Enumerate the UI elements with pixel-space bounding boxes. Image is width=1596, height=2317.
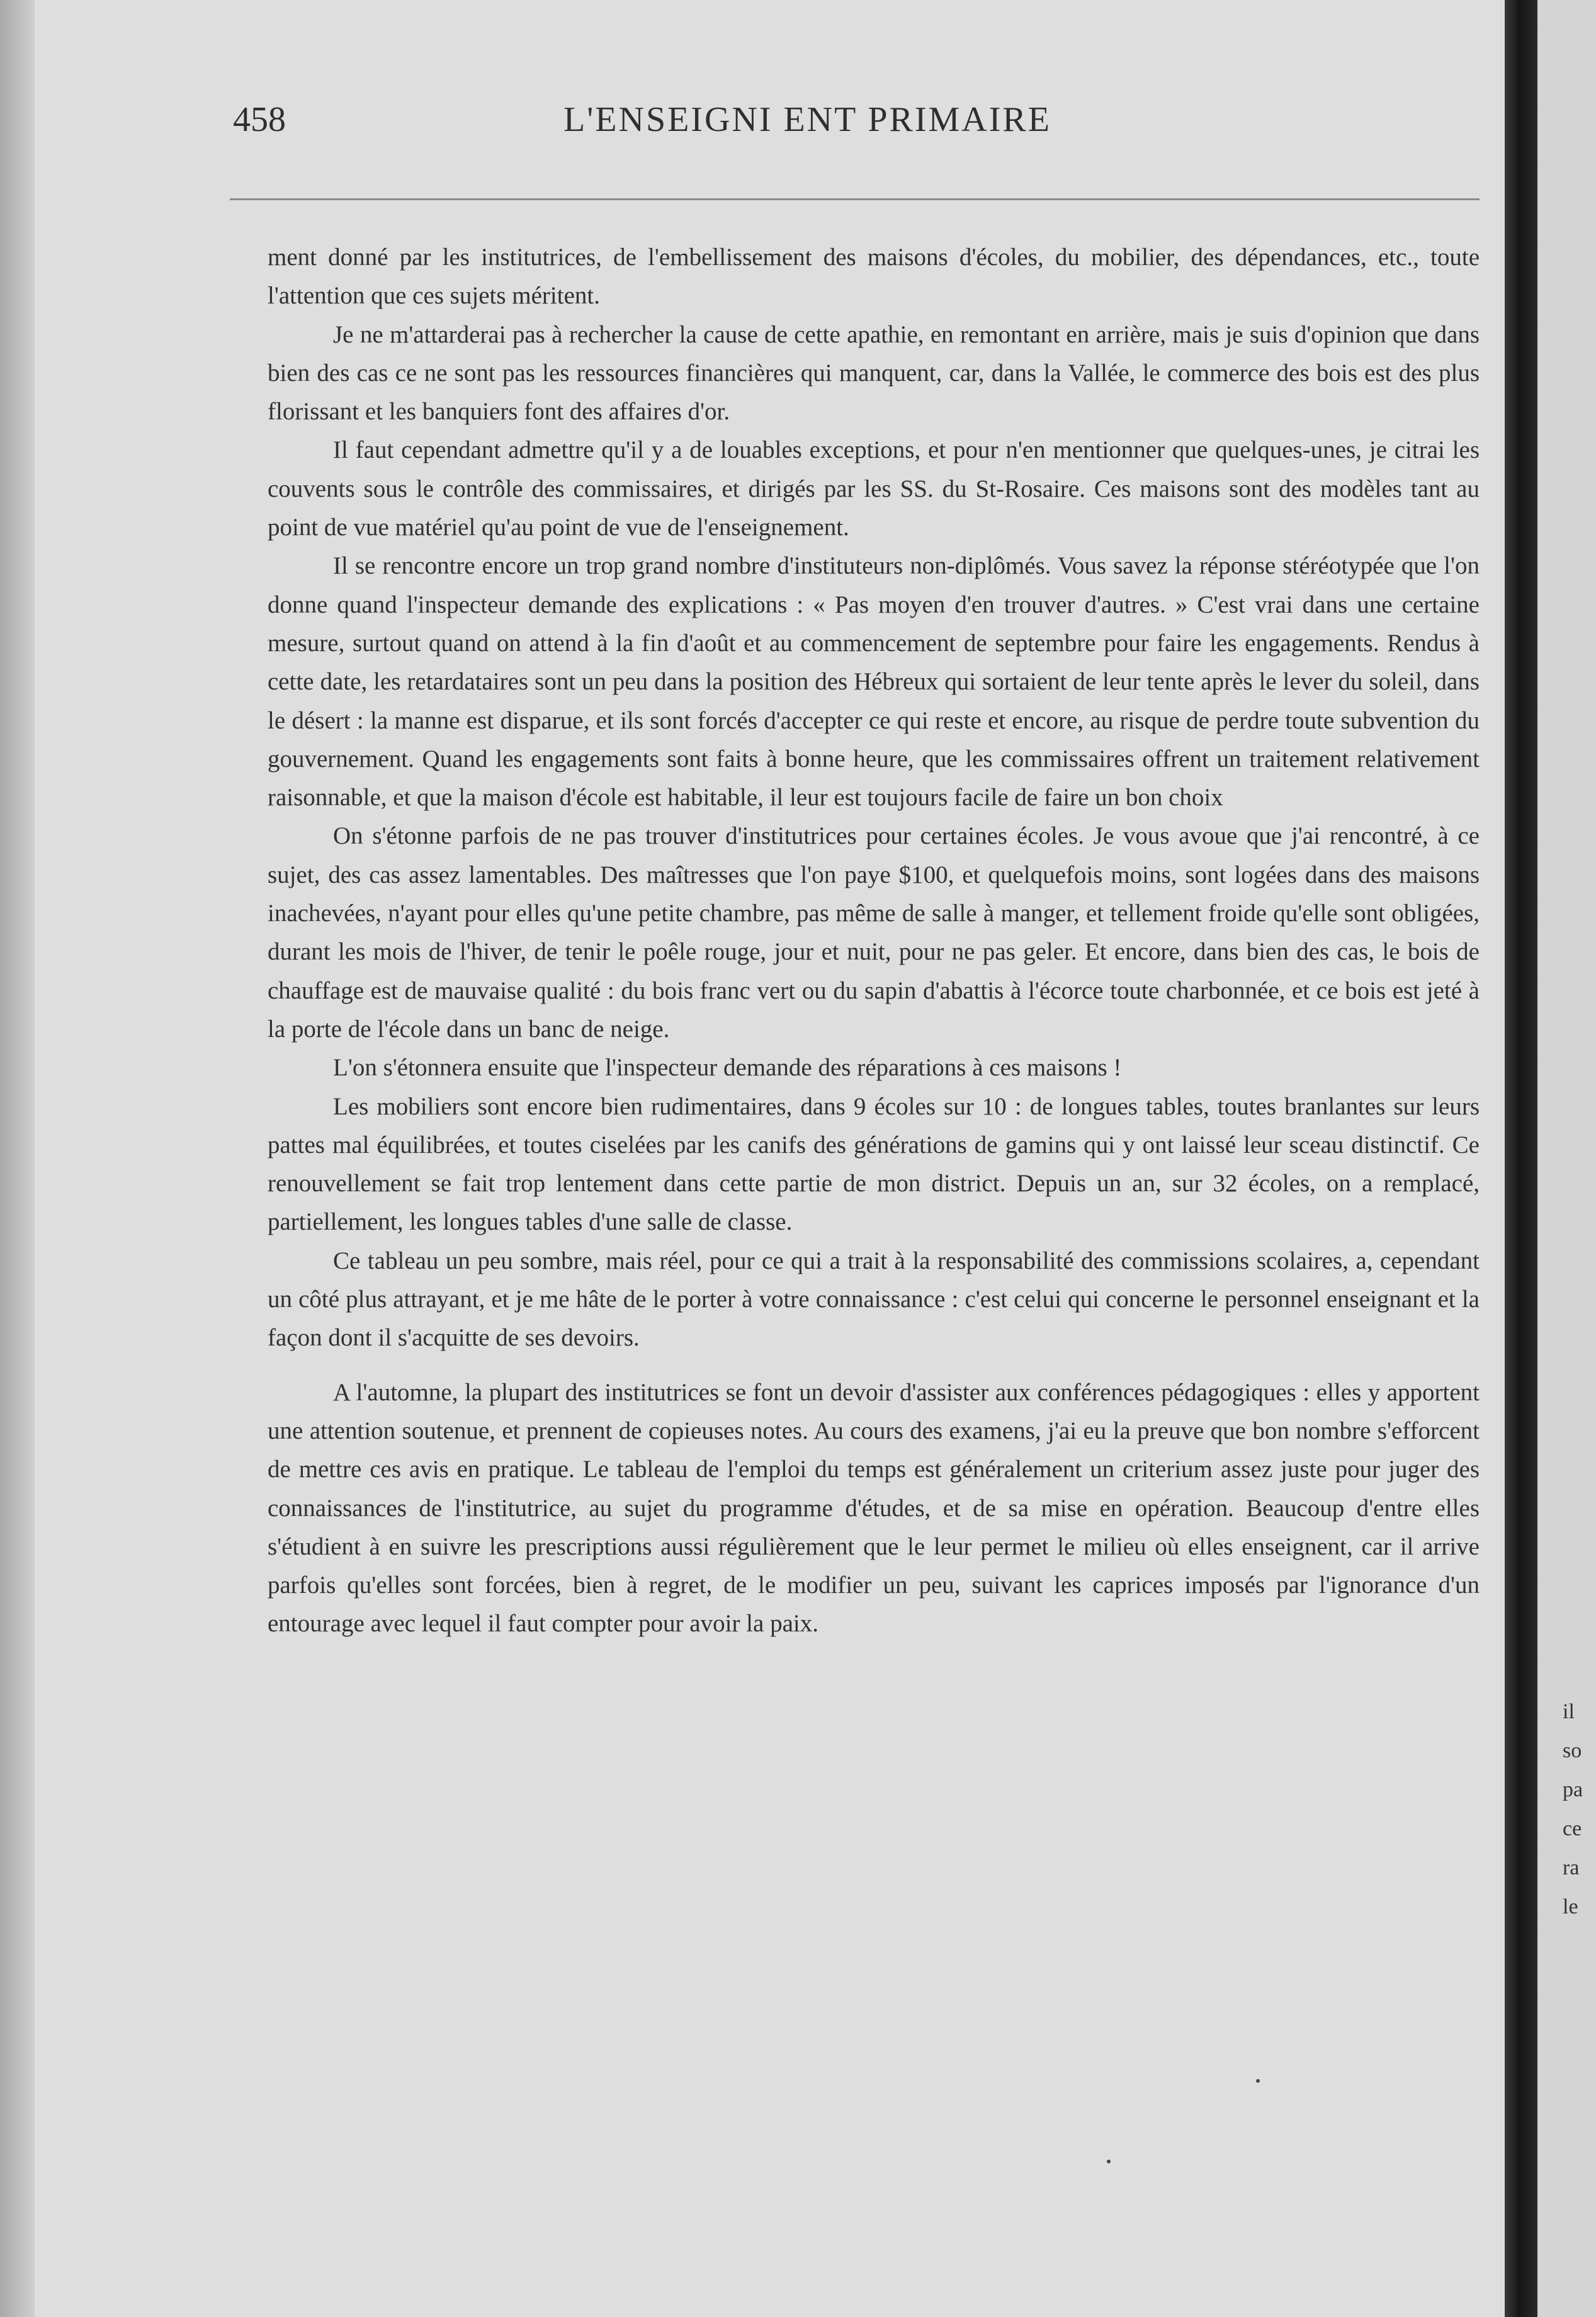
book-gutter xyxy=(1505,0,1537,2317)
facing-page-fragment: pa xyxy=(1563,1778,1583,1801)
paragraph-continuation: ment donné par les institutrices, de l'embellissement des maisons d'écoles, du mobilier, des dépendances, etc., toute l'attention que ces sujets méritent. xyxy=(268,244,1480,310)
running-title: L'ENSEIGNI ENT PRIMAIRE xyxy=(563,100,1051,139)
page-header xyxy=(35,88,1539,145)
body-text xyxy=(268,238,1480,1643)
paragraph: L'on s'étonnera ensuite que l'inspecteur demande des réparations à ces maisons ! xyxy=(333,1054,1122,1082)
paragraph: Ce tableau un peu sombre, mais réel, pour ce qui a trait à la responsabilité des commissions scolaires, a, cependant un côté plus attrayant, et je me hâte de le porter à votre connaissance : c'est celui qui concerne le personnel enseignant et la façon dont il s'acquitte de ses devoirs. xyxy=(268,1247,1480,1352)
paragraph: Il faut cependant admettre qu'il y a de louables exceptions, et pour n'en mentionner que quelques-unes, je citrai les couvents sous le contrôle des commissaires, et dirigés par les SS. du St-Rosaire. Ces maisons sont des modèles tant au point de vue matériel qu'au point de vue de l'enseignement. xyxy=(268,436,1480,541)
paragraph: On s'étonne parfois de ne pas trouver d'institutrices pour certaines écoles. Je vous avoue que j'ai rencontré, à ce sujet, des cas assez lamentables. Des maîtresses que l'on paye $100, et quelquefois moins, sont logées dans des maisons inachevées, n'ayant pour elles qu'une petite chambre, pas même de salle à manger, et tellement froide qu'elle sont obligées, durant les mois de l'hiver, de tenir le poêle rouge, jour et nuit, pour ne pas geler. Et encore, dans bien des cas, le bois de chauffage est de mauvaise qualité : du bois franc vert ou du sapin d'abattis à l'écorce toute charbonnée, et ce bois est jeté à la porte de l'école dans un banc de neige. xyxy=(268,822,1480,1043)
left-page-edge-shadow xyxy=(0,0,35,2317)
facing-page-fragment: il xyxy=(1563,1700,1575,1723)
book-page xyxy=(35,0,1539,2317)
facing-page-fragment: le xyxy=(1563,1895,1578,1918)
paragraph: A l'automne, la plupart des institutrices se font un devoir d'assister aux conférences pédagogiques : elles y apportent une attention soutenue, et prennent de copieuses notes. Au cours des examens, j'ai eu la preuve que bon nombre s'efforcent de mettre ces avis en pratique. Le tableau de l'emploi du temps est généralement un criterium assez juste pour juger des connaissances de l'institutrice, au sujet du programme d'études, et de sa mise en opération. Beaucoup d'entre elles s'étudient à en suivre les prescriptions aussi régulièrement que le leur permet le milieu où elles enseignent, car il arrive parfois qu'elles sont forcées, bien à regret, de le modifier un peu, suivant les caprices imposés par l'ignorance d'un entourage avec lequel il faut compter pour avoir la paix. xyxy=(268,1378,1480,1638)
facing-page-fragment: ce xyxy=(1563,1817,1582,1840)
ink-speck xyxy=(1107,2160,1111,2163)
facing-page-fragment: so xyxy=(1563,1739,1582,1762)
paragraph: Les mobiliers sont encore bien rudimentaires, dans 9 écoles sur 10 : de longues tables, toutes branlantes sur leurs pattes mal équilibrées, et toutes ciselées par les canifs des générations de gamins qui y ont laissé leur sceau distinctif. Ce renouvellement se fait trop lentement dans cette partie de mon district. Depuis un an, sur 32 écoles, on a remplacé, partiellement, les longues tables d'une salle de classe. xyxy=(268,1092,1480,1236)
page-number: 458 xyxy=(233,100,286,139)
paragraph: Il se rencontre encore un trop grand nombre d'instituteurs non-diplômés. Vous savez la réponse stéréotypée que l'on donne quand l'inspecteur demande des explications : « Pas moyen d'en trouver d'autres. » C'est vrai dans une certaine mesure, surtout quand on attend à la fin d'août et au commencement de septembre pour faire les engagements. Rendus à cette date, les retardataires sont un peu dans la position des Hébreux qui sortaient de leur tente après le lever du soleil, dans le désert : la manne est disparue, et ils sont forcés d'accepter ce qui reste et encore, au risque de perdre toute subvention du gouvernement. Quand les engagements sont faits à bonne heure, que les commissaires offrent un traitement relativement raisonnable, et que la maison d'école est habitable, il leur est toujours facile de faire un bon choix xyxy=(268,552,1480,812)
ink-speck xyxy=(1256,2079,1260,2083)
facing-page-fragment: ra xyxy=(1563,1856,1580,1879)
facing-page-edge xyxy=(1537,0,1596,2317)
paragraph: Je ne m'attarderai pas à rechercher la cause de cette apathie, en remontant en arrière, mais je suis d'opinion que dans bien des cas ce ne sont pas les ressources financières qui manquent, car, dans la Vallée, le commerce des bois est des plus florissant et les banquiers font des affaires d'or. xyxy=(268,320,1480,426)
header-rule xyxy=(230,198,1480,200)
